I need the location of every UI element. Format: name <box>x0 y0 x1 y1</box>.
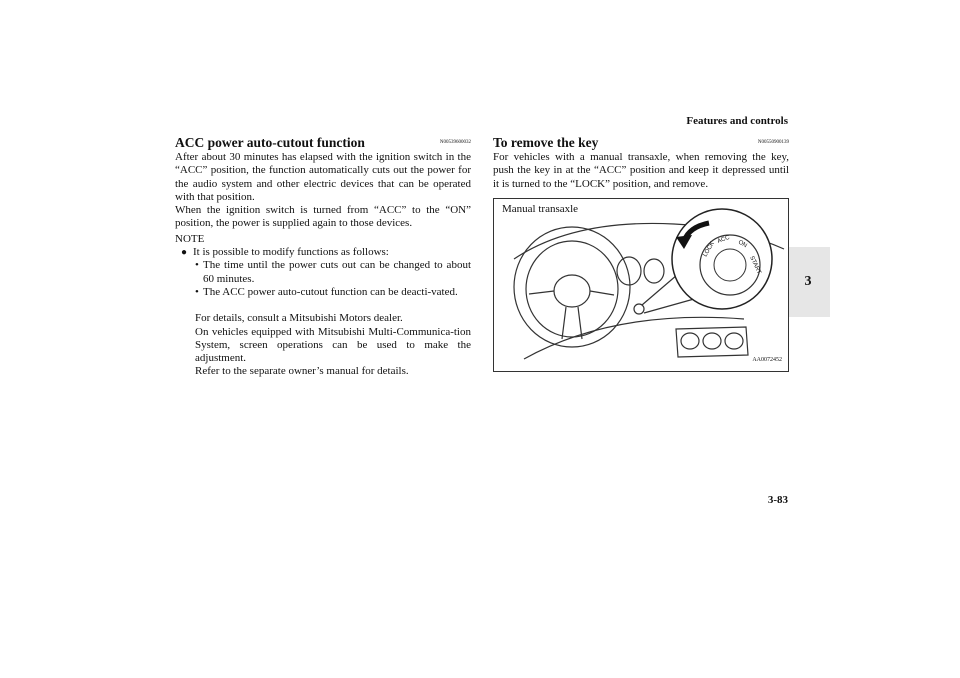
paragraph: For vehicles with a manual transaxle, when removing the key, push the key in at the “ACC” position and keep it depressed until it is turned to the “LOCK” position, and remove. <box>493 151 789 190</box>
sub-list <box>195 259 471 299</box>
switch-label-start: START <box>748 255 762 276</box>
right-column <box>493 135 789 372</box>
dashboard-illustration <box>494 199 788 371</box>
bullet-text: It is possible to modify functions as follows: <box>193 246 389 259</box>
page-number: 3-83 <box>767 494 788 506</box>
note-label: NOTE <box>175 232 205 245</box>
switch-label-acc: ACC <box>716 234 731 245</box>
note-bullet <box>181 246 471 259</box>
figure-label: Manual transaxle <box>502 202 579 215</box>
list-item <box>195 286 471 299</box>
reference-code: N00539600032 <box>439 140 471 145</box>
switch-label-on: ON <box>737 239 748 250</box>
section-header: Features and controls <box>686 115 788 127</box>
dot-icon: • <box>195 285 199 298</box>
reference-code: N00550900139 <box>757 140 789 145</box>
dot-icon: • <box>195 259 199 272</box>
chapter-tab: 3 <box>786 247 830 317</box>
section-heading-acc <box>175 135 471 151</box>
bullet-icon: ● <box>181 247 188 259</box>
section-heading-remove-key <box>493 135 789 151</box>
list-item-text: The time until the power cuts out can be changed to about 60 minutes. <box>203 259 471 285</box>
left-column <box>175 135 471 379</box>
illustration-figure <box>493 198 789 372</box>
paragraph: When the ignition switch is turned from “ACC” to the “ON” position, the power is supplied again to those devices. <box>175 204 471 230</box>
switch-label-lock: LOCK <box>702 240 716 258</box>
paragraph: After about 30 minutes has elapsed with the ignition switch in the “ACC” position, the function automatically cuts out the power for the audio system and other electric devices that can be operated with that position. <box>175 151 471 203</box>
list-item-text: The ACC power auto-cutout function can be deacti-vated. <box>203 285 458 298</box>
note-body <box>195 312 471 378</box>
list-item <box>195 259 471 286</box>
paragraph: Refer to the separate owner’s manual for details. <box>195 365 409 378</box>
heading-text: To remove the key <box>493 135 599 150</box>
figure-code: AA0072452 <box>752 356 782 363</box>
heading-text: ACC power auto-cutout function <box>175 135 365 150</box>
paragraph: For details, consult a Mitsubishi Motors dealer. <box>195 312 403 325</box>
paragraph: On vehicles equipped with Mitsubishi Multi-Communica-tion System, screen operations can be used to make the adjustment. <box>195 325 471 365</box>
